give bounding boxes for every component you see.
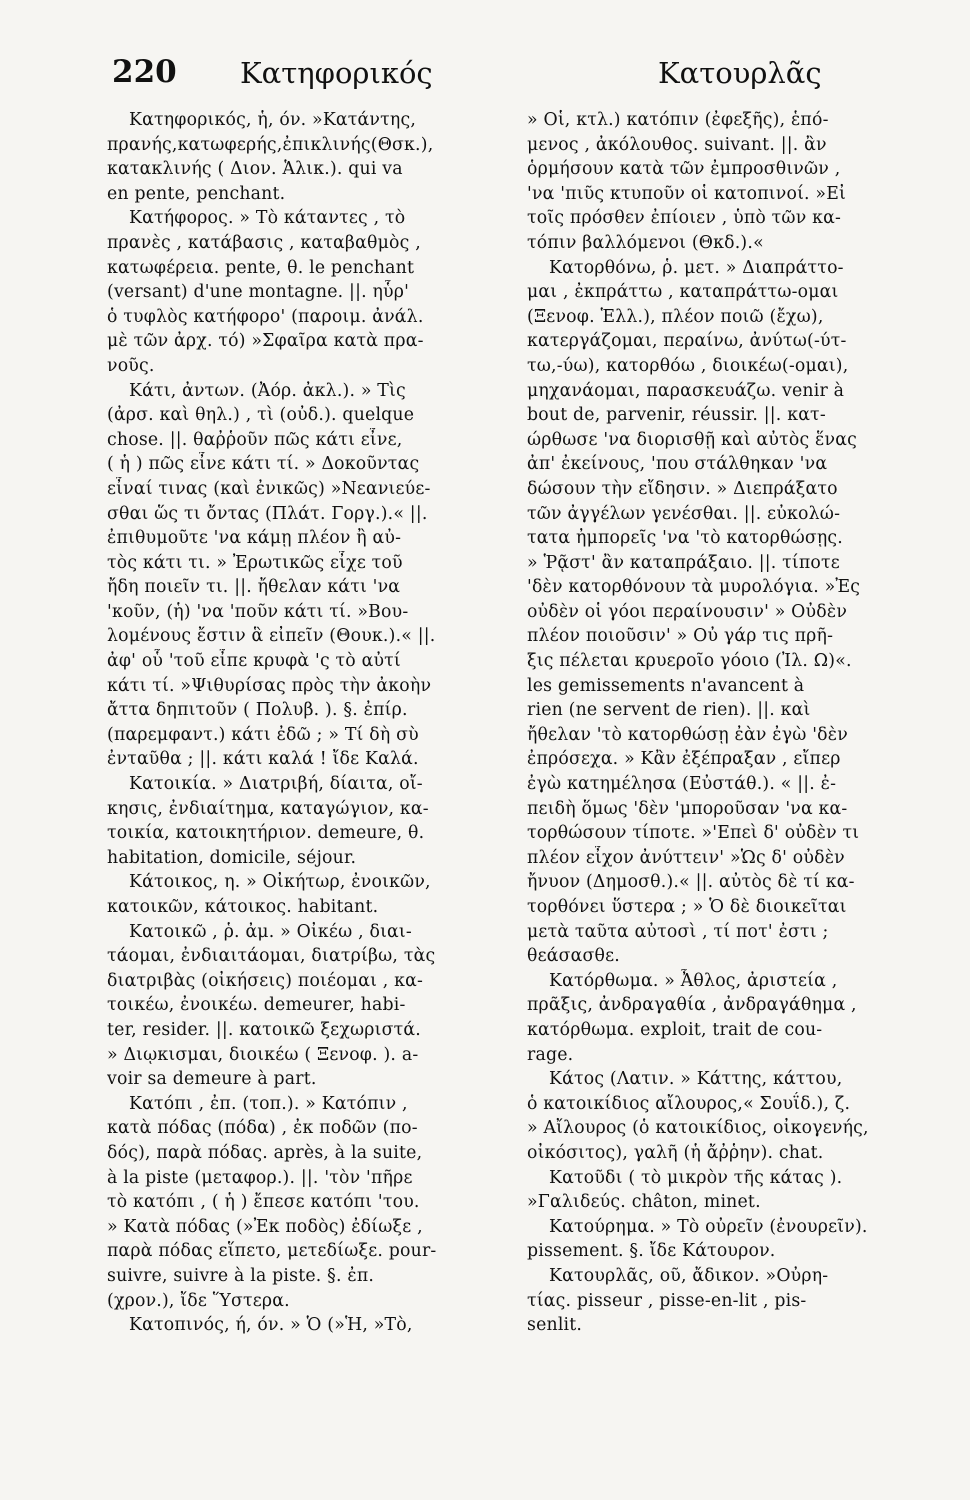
text-line: δός), παρὰ πόδας. après, à la suite, [107, 1142, 423, 1163]
text-line: εἶναί τινας (καὶ ἐνικῶς) »Νεανιεύε- [107, 478, 431, 499]
text-line: μὲ τῶν ἀρχ. τό) »Σφαῖρα κατὰ πρα- [107, 331, 424, 352]
text-line: les gemissements n'avancent à [527, 675, 805, 696]
text-line: τοικία, κατοικητήριον. demeure, θ. [107, 823, 425, 844]
text-line: οἰκόσιτος), γαλῆ (ἡ ἄῤῥην). chat. [527, 1142, 824, 1163]
running-head-left: Κατηφορικός [240, 56, 433, 90]
text-line: τόπιν βαλλόμενοι (Θκδ.).« [527, 232, 764, 253]
text-line: κάτι τί. »Ψιθυρίσας πρὸς τὴν ἀκοὴν [107, 675, 432, 696]
text-line: Κατοικῶ , ῥ. ἀμ. » Οἰκέω , διαι- [129, 921, 412, 942]
text-line: πειδὴ ὅμως 'δὲν 'μποροῦσαν 'να κα- [527, 798, 848, 819]
text-line: οὐδὲν οἱ γόοι περαίνουσιν' » Οὐδὲν [527, 601, 848, 622]
text-line: ἀφ' οὗ 'τοῦ εἶπε κρυφὰ 'ς τὸ αὐτί [107, 651, 401, 672]
text-line: »Γαλιδεύς. châton, minet. [527, 1192, 761, 1213]
text-line: Κατουρλᾶς, οῦ, ἄδικον. »Οὐρη- [549, 1265, 829, 1286]
text-line: ώρθωσε 'να διορισθῇ καὶ αὐτὸς ἕνας [527, 429, 857, 450]
text-line: » Οἱ, κτλ.) κατόπιν (ἐφεξῆς), ἑπό- [527, 110, 829, 130]
text-line: πρᾶξις, ἀνδραγαθία , ἀνδραγάθημα , [527, 995, 857, 1016]
text-line: ter, resider. ||. κατοικῶ ξεχωριστά. [107, 1019, 421, 1040]
text-line: ὁ κατοικίδιος αἴλουρος,« Σουΐδ.), ζ. [527, 1093, 851, 1114]
text-line: τατα ἠμπορεῖς 'να 'τὸ κατορθώσῃς. [527, 528, 844, 549]
text-line: Κατόρθωμα. » Ἆθλος, ἀριστεία , [549, 970, 838, 991]
text-line: 'δὲν κατορθόνουν τὰ μυρολόγια. »Ἐς [527, 577, 861, 598]
text-line: πρανὲς , κατάβασις , καταβαθμὸς , [107, 232, 421, 253]
text-line: ἐνταῦθα ; ||. κάτι καλά ! ἴδε Καλά. [107, 749, 419, 770]
text-line: ὁρμήσουν κατὰ τῶν ἐμπροσθινῶν , [527, 159, 841, 180]
text-line: λομένους ἔστιν ἃ εἰπεῖν (Θουκ.).« ||. [107, 626, 436, 647]
text-line: Κάτοικος, η. » Οἰκήτωρ, ἐνοικῶν, [129, 872, 431, 893]
text-line: Κάτος (Λατιν. » Κάττης, κάττου, [549, 1069, 843, 1090]
text-line: chose. ||. θαῤῥοῦν πῶς κάτι εἶνε, [107, 429, 403, 450]
text-line: κησις, ἐνδιαίτημα, καταγώγιον, κα- [107, 798, 429, 819]
text-line: Κατοικία. » Διατριβή, δίαιτα, οἴ- [129, 774, 423, 795]
text-line: τὸς κάτι τι. » Ἐρωτικῶς εἶχε τοῦ [107, 552, 403, 573]
text-line: ἤνυον (Δημοσθ.).« ||. αὐτὸς δὲ τί κα- [527, 872, 855, 893]
text-line: παρὰ πόδας εἵπετο, μετεδίωξε. pour- [107, 1241, 437, 1262]
text-line: ξις πέλεται κρυεροῖο γόοιο (Ἰλ. Ω)«. [527, 651, 852, 672]
text-line: μενος , ἀκόλουθος. suivant. ||. ἂν [527, 134, 827, 155]
text-line: » Διῳκισμαι, διοικέω ( Ξενοφ. ). a- [107, 1044, 419, 1065]
text-line: κατὰ πόδας (πόδα) , ἐκ ποδῶν (πο- [107, 1118, 418, 1139]
text-line: ( ἡ ) πῶς εἶνε κάτι τί. » Δοκοῦντας [107, 454, 420, 475]
text-line: » Κατὰ πόδας (»Ἐκ ποδὸς) ἐδίωξε , [107, 1216, 423, 1237]
text-line: πρανής,κατωφερής,ἐπικλινής(Θσκ.), [107, 134, 434, 155]
text-line: (Ξενοφ. Ἑλλ.), πλέον ποιῶ (ἔχω), [527, 306, 824, 327]
text-line: pissement. §. ἴδε Κάτουρον. [527, 1241, 776, 1262]
text-line: suivre, suivre à la piste. §. ἐπ. [107, 1265, 375, 1286]
text-line: τορθώσουν τίποτε. »'Επεὶ δ' οὐδὲν τι [527, 823, 860, 844]
text-line: Κατήφορος. » Τὸ κάταντες , τὸ [129, 208, 406, 229]
text-line: διατριβὰς (οἰκήσεις) ποιέομαι , κα- [107, 970, 424, 991]
text-line: νοῦς. [107, 355, 155, 376]
text-line: en pente, penchant. [107, 183, 286, 204]
text-line: τω,-ύω), κατορθόω , διοικέω(-ομαι), [527, 355, 849, 376]
text-line: Κατοπινός, ή, όν. » Ὁ (»Ἡ, »Τὸ, [129, 1315, 413, 1336]
left-column [107, 108, 491, 1338]
text-line: senlit. [527, 1315, 583, 1336]
text-line: πλέον εἶχον ἀνύττειν' »Ὡς δ' οὐδὲν [527, 847, 845, 868]
text-line: μαι , ἐκπράττω , καταπράττω-ομαι [527, 282, 839, 303]
text-line: ἐγὼ κατημέλησα (Εὐστάθ.). « ||. ἐ- [527, 774, 837, 795]
text-line: κατοικῶν, κάτοικος. habitant. [107, 897, 379, 917]
text-line: τοικέω, ἐνοικέω. demeurer, habi- [107, 995, 406, 1016]
page-header [0, 54, 970, 104]
text-line: τοῖς πρόσθεν ἐπίοιεν , ὑπὸ τῶν κα- [527, 208, 842, 229]
text-line: ἐπιθυμοῦτε 'να κάμῃ πλέον ἢ αὐ- [107, 528, 402, 549]
text-line: κατόρθωμα. exploit, trait de cou- [527, 1019, 823, 1040]
right-column [527, 108, 937, 1338]
page-number: 220 [112, 54, 177, 90]
text-line: κατεργάζομαι, περαίνω, ἀνύτω(-ύτ- [527, 331, 847, 352]
text-line: τορθόνει ὕστερα ; » Ὁ δὲ διοικεῖται [527, 897, 847, 917]
text-line: 'κοῦν, (ἡ) 'να 'ποῦν κάτι τί. »Βου- [107, 601, 409, 622]
text-line: (versant) d'une montagne. ||. ηὗρ' [107, 282, 410, 303]
text-line: Κατούρημα. » Τὸ οὐρεῖν (ἐνουρεῖν). [549, 1216, 868, 1237]
text-line: » Αἴλουρος (ὁ κατοικίδιος, οἰκογενής, [527, 1118, 869, 1139]
text-line: τὸ κατόπι , ( ἡ ) ἔπεσε κατόπι 'του. [107, 1192, 420, 1213]
text-line: θεάσασθε. [527, 946, 620, 967]
text-line: rage. [527, 1044, 574, 1065]
text-line: κατωφέρεια. pente, θ. le penchant [107, 257, 415, 278]
text-line: κατακλινής ( Διον. Ἁλικ.). qui va [107, 159, 403, 180]
text-line: ἐπρόσεχα. » Κἂν ἐξέπραξαν , εἴπερ [527, 749, 841, 770]
text-line: τίας. pisseur , pisse-en-lit , pis- [527, 1290, 807, 1311]
text-line: à la piste (μεταφορ.). ||. 'τὸν 'πῆρε [107, 1167, 413, 1188]
text-line: 'να 'πιῦς κτυποῦν οἱ κατοπινοί. »Εἰ [527, 183, 846, 204]
text-line: τάομαι, ἐνδιαιτάομαι, διατρίβω, τὰς [107, 946, 436, 967]
text-line: rien (ne servent de rien). ||. καὶ [527, 700, 811, 721]
text-line: Κάτι, ἀντων. (Ἀόρ. ἀκλ.). » Τὶς [129, 380, 406, 401]
text-line: ἄττα δηπιτοῦν ( Πολυβ. ). §. ἐπίρ. [107, 700, 408, 721]
text-line: ἀπ' ἐκείνους, 'που στάλθηκαν 'να [527, 454, 828, 475]
text-line: (παρεμφαντ.) κάτι ἐδῶ ; » Τί δὴ σὺ [107, 724, 419, 745]
text-line: δώσουν τὴν εἴδησιν. » Διεπράξατο [527, 478, 838, 499]
text-line: (χρον.), ἴδε Ὕστερα. [107, 1290, 290, 1311]
text-line: voir sa demeure à part. [107, 1069, 317, 1090]
text-line: τῶν ἀγγέλων γενέσθαι. ||. εὐκολώ- [527, 503, 841, 524]
text-line: Κατόπι , ἐπ. (τοπ.). » Κατόπιν , [129, 1093, 408, 1114]
text-line: ὁ τυφλὸς κατήφορο' (παροιμ. ἀνάλ. [107, 306, 424, 327]
text-line: μετὰ ταῦτα αὐτοσὶ , τί ποτ' ἐστι ; [527, 921, 829, 942]
text-line: ἤθελαν 'τὸ κατορθώσῃ ἐὰν ἐγὼ 'δὲν [527, 724, 848, 745]
text-line: Κατορθόνω, ῥ. μετ. » Διαπράττο- [549, 257, 844, 278]
running-head-right: Κατουρλᾶς [658, 56, 822, 90]
text-line: πλέον ποιοῦσιν' » Οὐ γάρ τις πρῆ- [527, 626, 834, 647]
text-line: σθαι ὥς τι ὄντας (Πλάτ. Γοργ.).« ||. [107, 503, 428, 524]
text-line: (ἀρσ. καὶ θηλ.) , τὶ (οὐδ.). quelque [107, 405, 415, 426]
text-line: μηχανάομαι, παρασκευάζω. venir à [527, 380, 845, 401]
text-line: » Ῥᾷστ' ἂν καταπράξαιο. ||. τίποτε [527, 552, 840, 573]
text-line: bout de, parvenir, réussir. ||. κατ- [527, 405, 826, 426]
text-line: Κατηφορικός, ἡ, όν. »Κατάντης, [129, 110, 417, 130]
text-line: habitation, domicile, séjour. [107, 847, 357, 868]
text-line: ἤδη ποιεῖν τι. ||. ἤθελαν κάτι 'να [107, 577, 401, 598]
text-line: Κατοῦδι ( τὸ μικρὸν τῆς κάτας ). [549, 1167, 843, 1188]
